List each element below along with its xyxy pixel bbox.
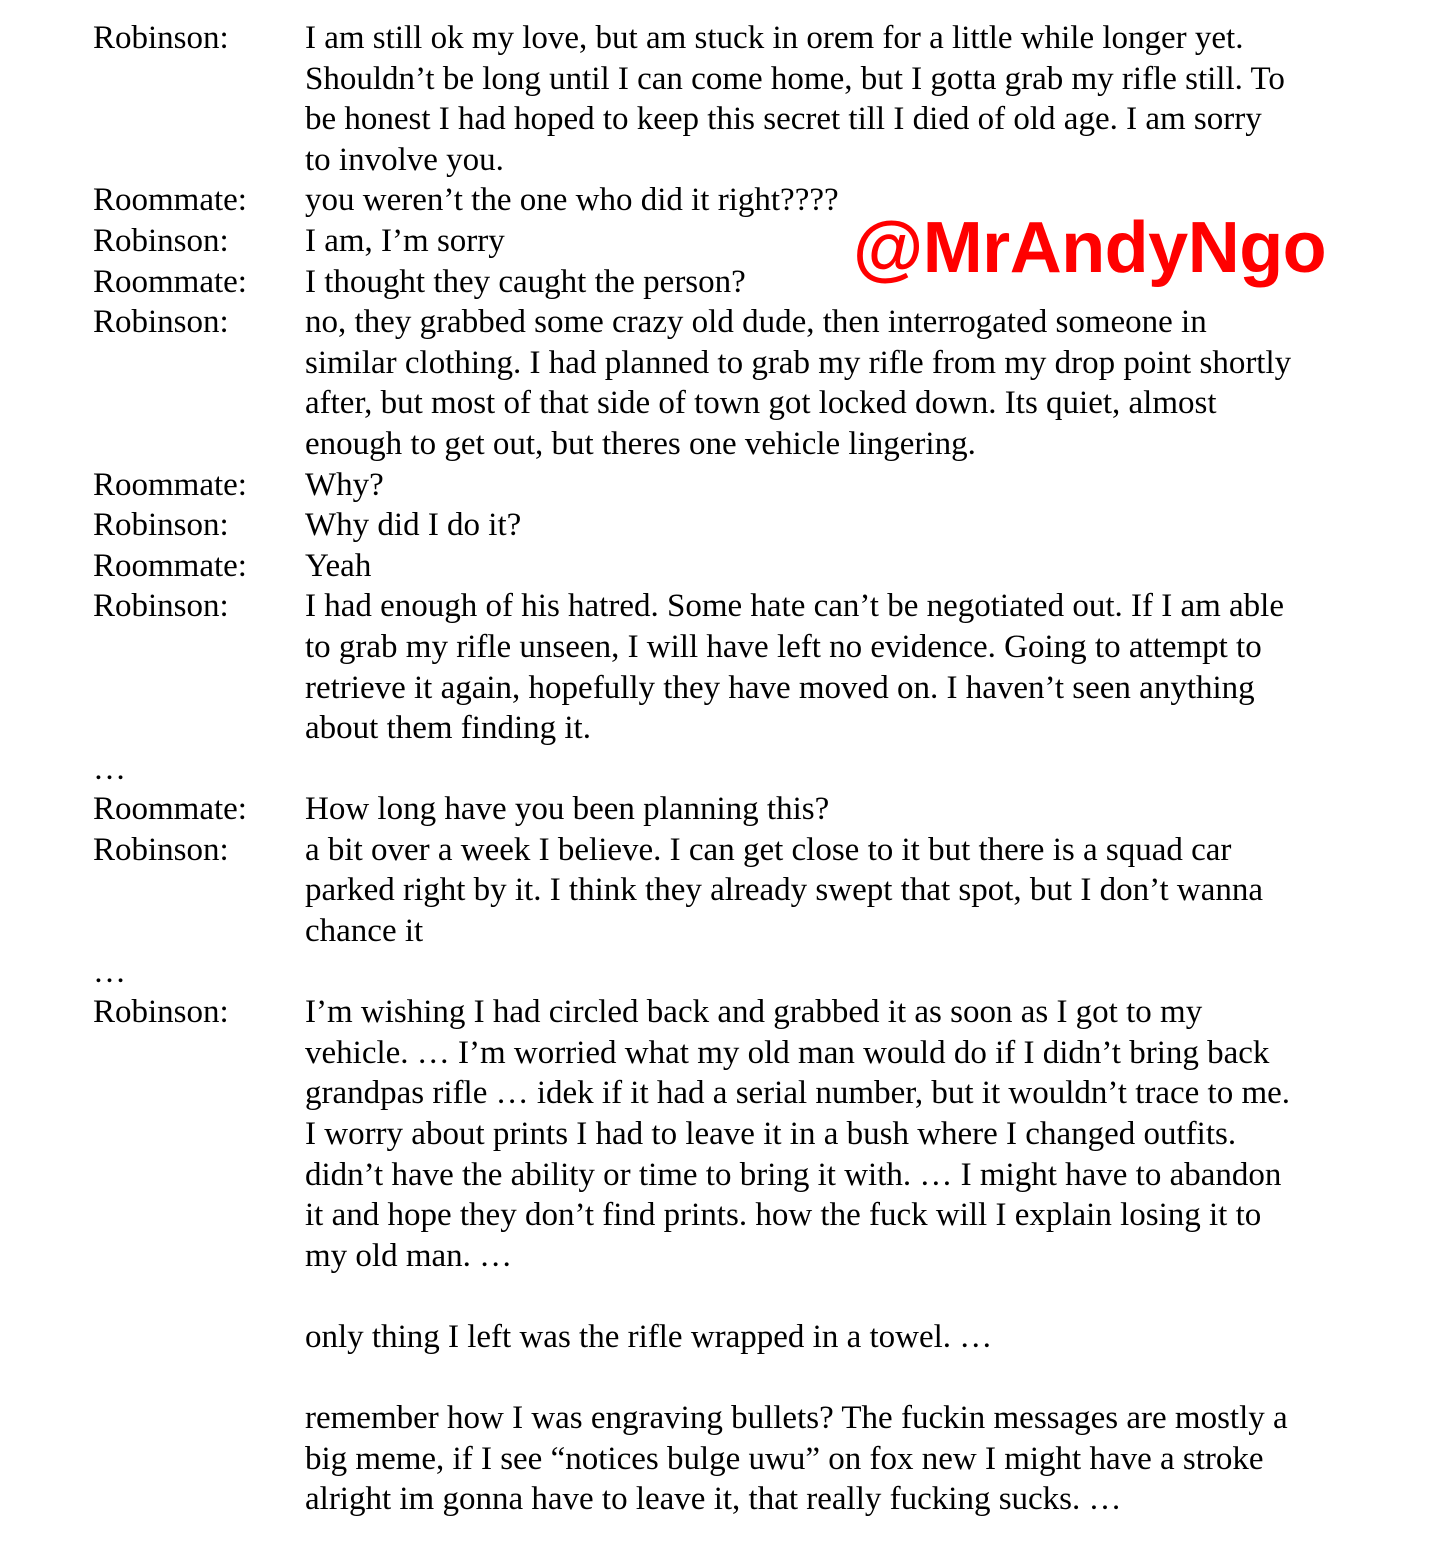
message-line: I am, I’m sorry bbox=[305, 222, 505, 259]
message-line: a bit over a week I believe. I can get close to it but there is a squad car bbox=[305, 831, 1232, 868]
speaker-label: Roommate: bbox=[93, 182, 247, 219]
speaker-label: Robinson: bbox=[93, 994, 229, 1031]
message-line: enough to get out, but theres one vehicle lingering. bbox=[305, 425, 976, 462]
paragraph-gap bbox=[305, 1276, 1383, 1317]
message-text bbox=[305, 586, 1383, 748]
message-text bbox=[305, 830, 1383, 952]
dialogue-entry bbox=[93, 586, 1383, 748]
message-line: grandpas rifle … idek if it had a serial number, but it wouldn’t trace to me. bbox=[305, 1075, 1291, 1112]
message-line: How long have you been planning this? bbox=[305, 791, 830, 828]
message-line: after, but most of that side of town got locked down. Its quiet, almost bbox=[305, 385, 1217, 422]
message-line: to involve you. bbox=[305, 141, 504, 178]
speaker-label: Robinson: bbox=[93, 588, 229, 625]
message-line: I thought they caught the person? bbox=[305, 263, 746, 300]
message-line: retrieve it again, hopefully they have moved on. I haven’t seen anything bbox=[305, 669, 1255, 706]
message-line: vehicle. … I’m worried what my old man would do if I didn’t bring back bbox=[305, 1034, 1270, 1071]
speaker-label: Robinson: bbox=[93, 20, 229, 56]
dialogue-entry bbox=[93, 546, 1383, 587]
message-line: my old man. … bbox=[305, 1237, 513, 1274]
message-text bbox=[305, 302, 1383, 464]
message-text bbox=[305, 992, 1383, 1520]
message-line: you weren’t the one who did it right???? bbox=[305, 182, 839, 219]
message-line: Yeah bbox=[305, 547, 372, 584]
message-line: it and hope they don’t find prints. how the fuck will I explain losing it to bbox=[305, 1197, 1262, 1234]
message-text bbox=[305, 18, 1383, 180]
message-line: remember how I was engraving bullets? The fuckin messages are mostly a bbox=[305, 1400, 1288, 1437]
speaker-label: Robinson: bbox=[93, 831, 229, 868]
dialogue-entry bbox=[93, 992, 1383, 1520]
dialogue-entry bbox=[93, 505, 1383, 546]
message-line: only thing I left was the rifle wrapped in a towel. … bbox=[305, 1319, 993, 1355]
message-line: I am still ok my love, but am stuck in orem for a little while longer yet. bbox=[305, 20, 1244, 56]
dialogue-entry bbox=[93, 789, 1383, 830]
message-line: alright im gonna have to leave it, that really fucking sucks. … bbox=[305, 1481, 1122, 1518]
message-line: I had enough of his hatred. Some hate can’t be negotiated out. If I am able bbox=[305, 588, 1284, 625]
message-line: Why did I do it? bbox=[305, 507, 522, 544]
message-text bbox=[305, 546, 1383, 587]
speaker-label: Roommate: bbox=[93, 263, 247, 300]
message-text bbox=[305, 789, 1383, 830]
message-text bbox=[305, 465, 1383, 506]
message-line: similar clothing. I had planned to grab my rifle from my drop point shortly bbox=[305, 344, 1292, 381]
message-line: about them finding it. bbox=[305, 710, 591, 747]
message-text bbox=[305, 505, 1383, 546]
speaker-label: Roommate: bbox=[93, 466, 247, 503]
message-line: Why? bbox=[305, 466, 384, 503]
speaker-label: Robinson: bbox=[93, 507, 229, 544]
omission-ellipsis: … bbox=[93, 750, 126, 787]
watermark-handle: @MrAndyNgo bbox=[853, 208, 1327, 288]
message-line: be honest I had hoped to keep this secret till I died of old age. I am sorry bbox=[305, 101, 1262, 138]
dialogue-entry bbox=[93, 18, 1383, 180]
message-line: didn’t have the ability or time to bring it with. … I might have to abandon bbox=[305, 1156, 1282, 1193]
message-line: I’m wishing I had circled back and grabbed it as soon as I got to my bbox=[305, 994, 1203, 1031]
speaker-label: Robinson: bbox=[93, 222, 229, 259]
dialogue-entry bbox=[93, 302, 1383, 464]
speaker-label: Roommate: bbox=[93, 791, 247, 828]
message-line: to grab my rifle unseen, I will have left no evidence. Going to attempt to bbox=[305, 628, 1262, 665]
message-line: chance it bbox=[305, 913, 424, 950]
message-line: parked right by it. I think they already swept that spot, but I don’t wanna bbox=[305, 872, 1264, 909]
message-line: Shouldn’t be long until I can come home, but I gotta grab my rifle still. To bbox=[305, 60, 1285, 97]
speaker-label: Robinson: bbox=[93, 304, 229, 341]
dialogue-entry bbox=[93, 465, 1383, 506]
dialogue-entry bbox=[93, 830, 1383, 952]
message-line: big meme, if I see “notices bulge uwu” on fox new I might have a stroke bbox=[305, 1440, 1264, 1477]
message-line: I worry about prints I had to leave it in a bush where I changed outfits. bbox=[305, 1116, 1237, 1153]
speaker-label: Roommate: bbox=[93, 547, 247, 584]
omission-ellipsis: … bbox=[93, 953, 126, 990]
paragraph-gap bbox=[305, 1358, 1383, 1399]
message-line: no, they grabbed some crazy old dude, then interrogated someone in bbox=[305, 304, 1207, 341]
